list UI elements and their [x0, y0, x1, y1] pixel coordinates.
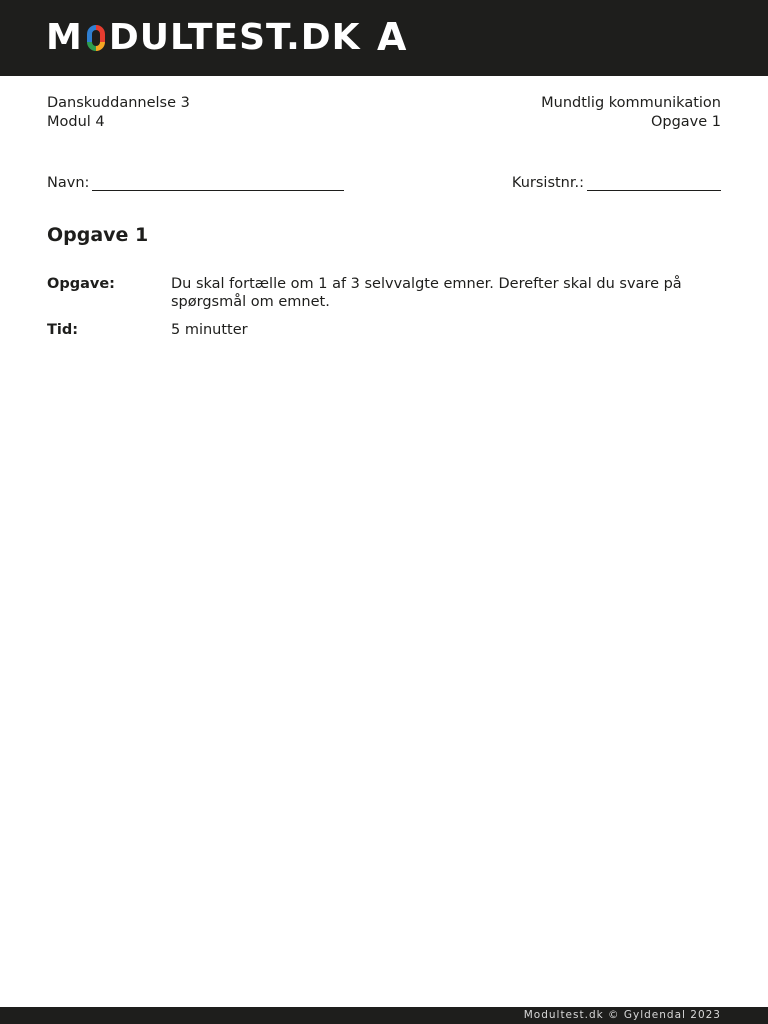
task-row: [47, 321, 721, 349]
task-row-value: Du skal fortælle om 1 af 3 selvvalgte emner. Derefter skal du svare på spørgsmål om emnet.: [171, 276, 682, 310]
logo: [46, 14, 361, 60]
footer-copyright: Modultest.dk © Gyldendal 2023: [523, 1009, 721, 1021]
student-number-field: [512, 174, 721, 191]
logo-text-end: DULTEST.DK: [108, 16, 361, 58]
task-row-value: 5 minutter: [171, 322, 248, 338]
task-row-label: Tid:: [47, 322, 79, 338]
name-write-line[interactable]: [92, 174, 344, 191]
section-title: Opgave 1: [47, 224, 149, 246]
test-variant-letter: A: [377, 15, 407, 59]
student-number-label: Kursistnr.:: [511, 175, 584, 191]
task-category: Mundtlig kommunikation: [541, 95, 721, 111]
task-reference: Opgave 1: [650, 114, 721, 130]
task-info: [541, 94, 721, 132]
course-name: Danskuddannelse 3: [47, 95, 190, 111]
logo-text-start: M: [46, 16, 83, 58]
task-row-label: Opgave:: [47, 276, 115, 292]
course-info: [47, 94, 190, 132]
header-bar: [0, 0, 768, 76]
logo-o-icon: [85, 23, 107, 53]
student-number-write-line[interactable]: [587, 174, 721, 191]
task-row: [47, 275, 721, 321]
footer-bar: [0, 1007, 768, 1024]
task-table: [47, 275, 721, 349]
name-field: [47, 174, 344, 191]
name-label: Navn:: [47, 175, 90, 191]
module-name: Modul 4: [47, 114, 105, 130]
